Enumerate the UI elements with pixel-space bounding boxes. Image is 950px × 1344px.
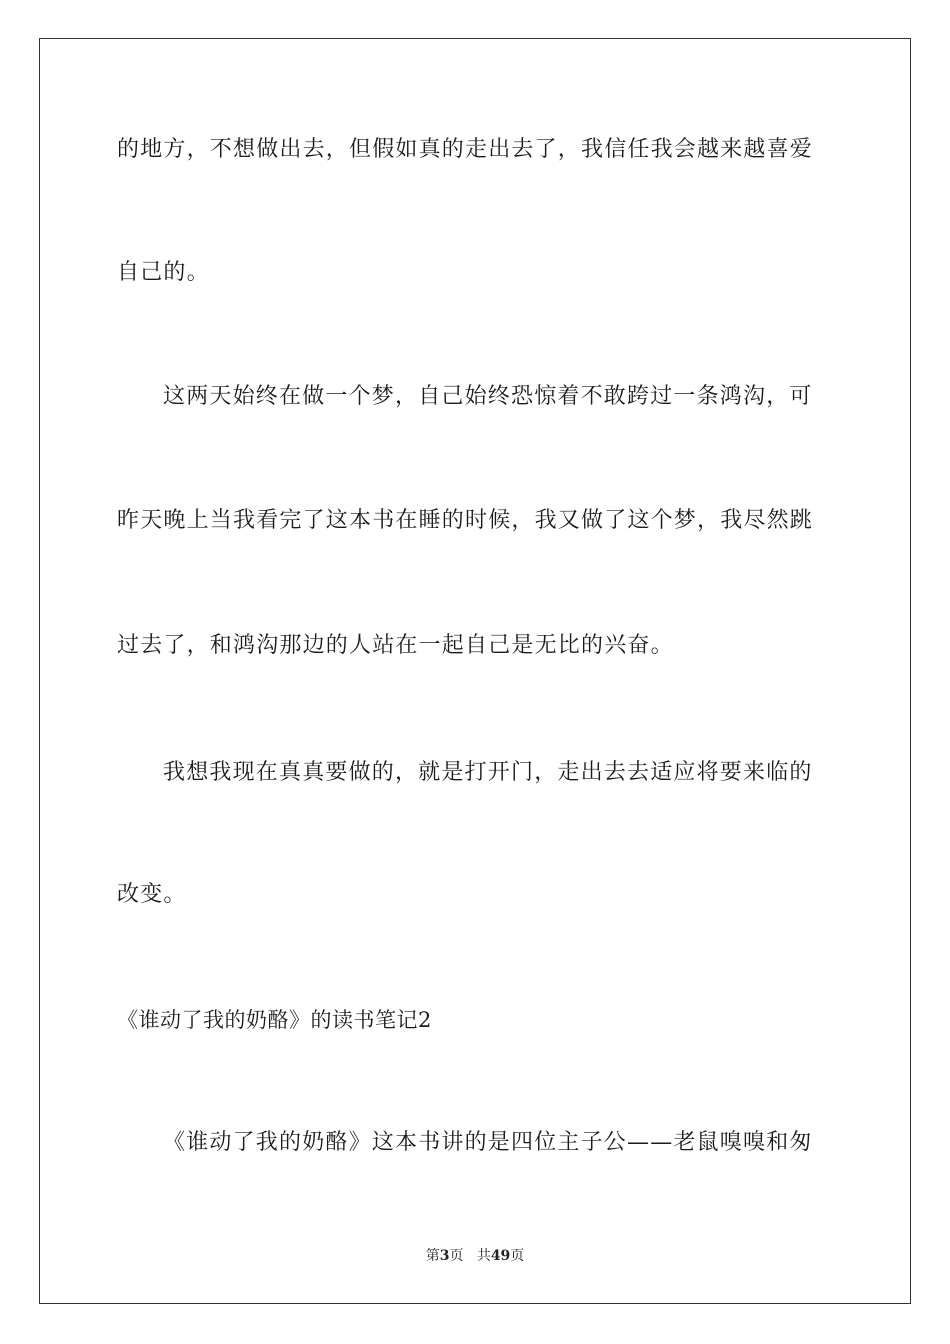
section-heading: 《谁动了我的奶酪》的读书笔记2 (117, 1008, 432, 1032)
footer-page-suffix: 页 (449, 1248, 464, 1264)
footer-total-prefix: 共 (476, 1248, 491, 1264)
body-line-2: 自己的。 (117, 260, 210, 285)
body-line-7: 改变。 (117, 882, 187, 907)
body-line-6: 我想我现在真真要做的，就是打开门，走出去去适应将要来临的 (163, 760, 813, 785)
footer-total-pages: 49 (490, 1248, 511, 1264)
footer-page-number: 3 (439, 1248, 450, 1264)
page-footer (0, 1246, 950, 1266)
body-line-4: 昨天晚上当我看完了这本书在睡的时候，我又做了这个梦，我尽然跳 (117, 508, 814, 533)
body-line-5: 过去了，和鸿沟那边的人站在一起自己是无比的兴奋。 (117, 633, 674, 658)
body-line-3: 这两天始终在做一个梦，自己始终恐惊着不敢跨过一条鸿沟，可 (163, 384, 813, 409)
footer-total-suffix: 页 (510, 1248, 525, 1264)
page-border (39, 38, 911, 1304)
footer-prefix: 第 (425, 1248, 440, 1264)
body-line-1: 的地方，不想做出去，但假如真的走出去了，我信任我会越来越喜爱 (117, 137, 814, 162)
body-line-8: 《谁动了我的奶酪》这本书讲的是四位主子公——老鼠嗅嗅和匆 (163, 1130, 813, 1155)
